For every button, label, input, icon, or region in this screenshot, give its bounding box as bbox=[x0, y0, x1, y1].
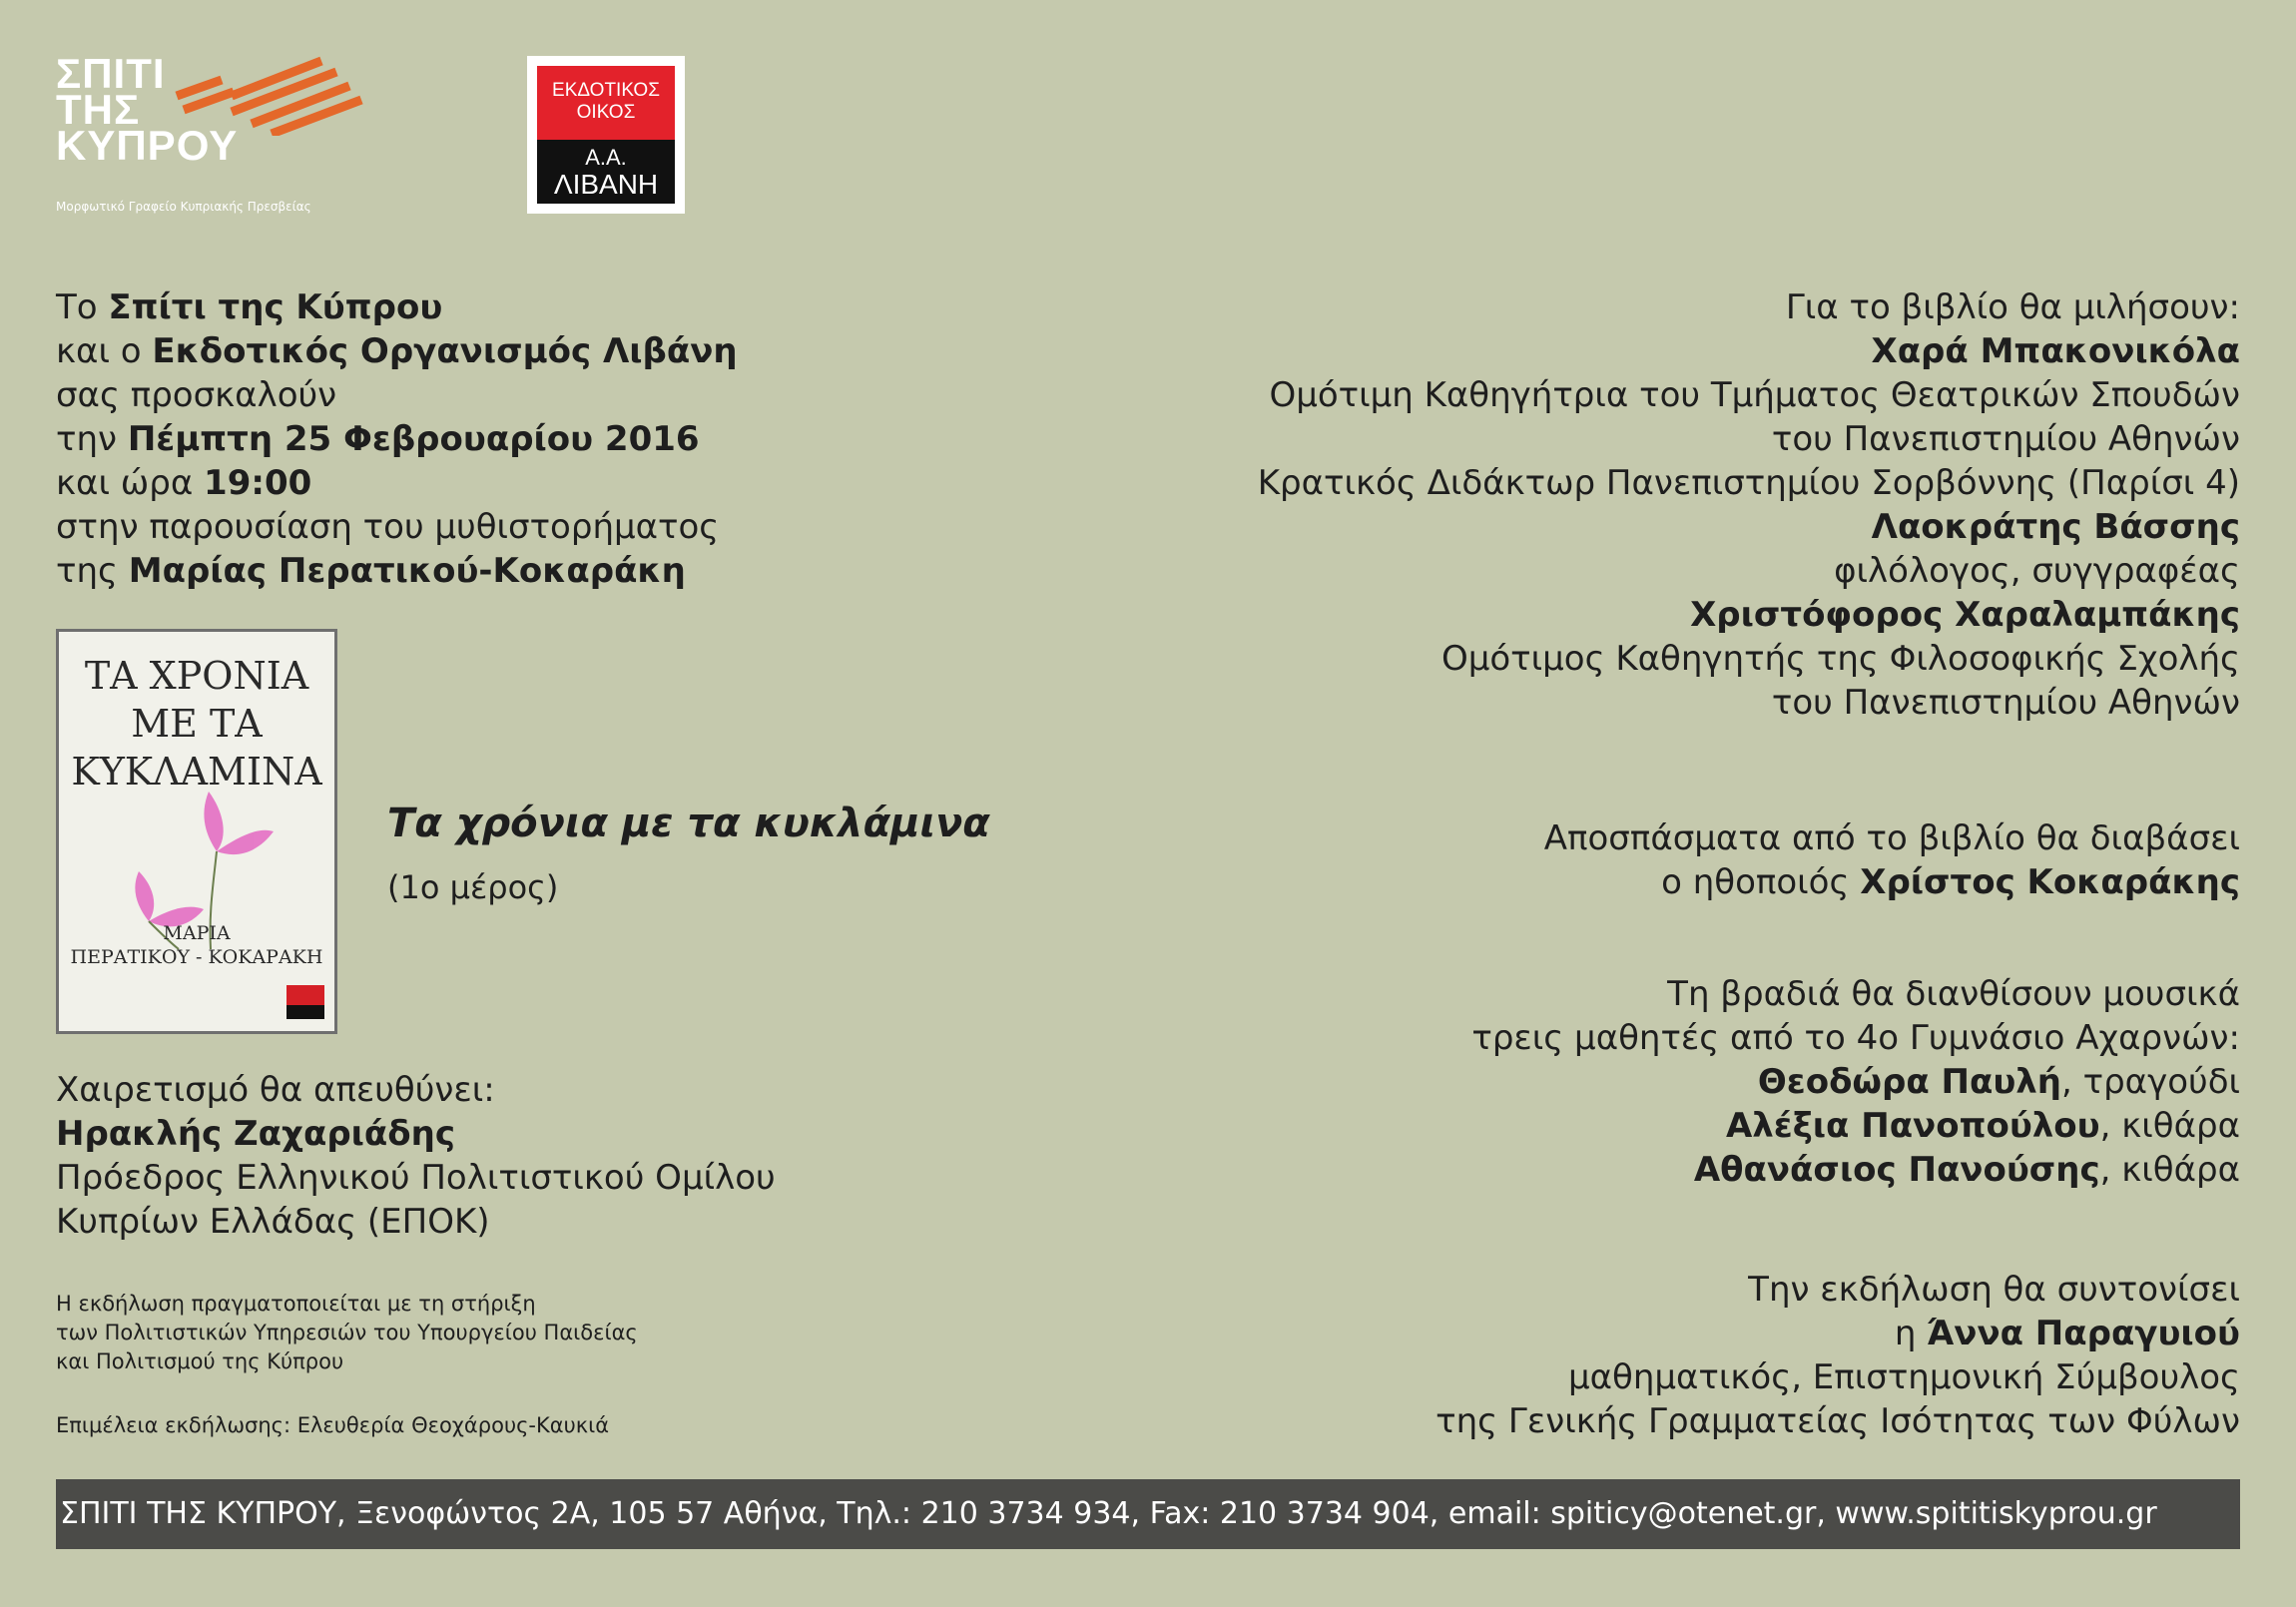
logo-stripes-icon bbox=[172, 56, 381, 136]
speaker-3-name: Χριστόφορος Χαραλαμπάκης bbox=[1690, 595, 2240, 635]
coordinator-role-2: της Γενικής Γραμματείας Ισότητας των Φύλων bbox=[1435, 1401, 2240, 1441]
livani-publisher-logo bbox=[527, 56, 685, 214]
greeting-role-2: Κυπρίων Ελλάδας (ΕΠΟΚ) bbox=[56, 1202, 490, 1242]
music-section bbox=[1471, 972, 2240, 1192]
livani-name: ΛΙΒΑΝΗ bbox=[553, 169, 659, 200]
greeting-intro: Χαιρετισμό θα απευθύνει: bbox=[56, 1070, 495, 1110]
event-time: και ώρα 19:00 bbox=[56, 463, 312, 503]
author-line: της Μαρίας Περατικού-Κοκαράκη bbox=[56, 551, 686, 591]
readings-line-1: Αποσπάσματα από το βιβλίο θα διαβάσει bbox=[1543, 818, 2240, 858]
cover-publisher-logo bbox=[287, 985, 324, 1019]
greeting-role-1: Πρόεδρος Ελληνικού Πολιτιστικού Ομίλου bbox=[56, 1158, 776, 1198]
livani-initials: Α.Α. bbox=[585, 145, 627, 170]
music-line-1: Τη βραδιά θα διανθίσουν μουσικά bbox=[1667, 974, 2240, 1014]
speaker-1-role-2: του Πανεπιστημίου Αθηνών bbox=[1771, 419, 2240, 459]
readings-line-2: ο ηθοποιός Χρίστος Κοκαράκης bbox=[1661, 862, 2240, 902]
speaker-3-role-1: Ομότιμος Καθηγητής της Φιλοσοφικής Σχολής bbox=[1440, 639, 2240, 679]
music-line-2: τρεις μαθητές από το 4ο Γυμνάσιο Αχαρνών: bbox=[1471, 1018, 2240, 1058]
livani-logo-top bbox=[537, 66, 675, 140]
greeting-section bbox=[56, 1068, 776, 1244]
speaker-1-name: Χαρά Μπακονικόλα bbox=[1871, 331, 2240, 371]
intro-line-3: σας προσκαλούν bbox=[56, 375, 337, 415]
logo-word-3: ΚΥΠΡΟΥ bbox=[56, 122, 239, 169]
cover-title: ΤΑ ΧΡΟΝΙΑ ΜΕ ΤΑ ΚΥΚΛΑΜΙΝΑ bbox=[71, 654, 322, 794]
speaker-2-name: Λαοκράτης Βάσσης bbox=[1871, 507, 2240, 547]
book-cover-image bbox=[56, 629, 337, 1034]
coordinator-section bbox=[1435, 1268, 2240, 1443]
coordinator-name: η Άννα Παραγυιού bbox=[1894, 1314, 2240, 1353]
event-date: την Πέμπτη 25 Φεβρουαρίου 2016 bbox=[56, 419, 700, 459]
coordinator-role-1: μαθηματικός, Επιστημονική Σύμβουλος bbox=[1567, 1357, 2240, 1397]
performer-2: Αλέξια Πανοπούλου, κιθάρα bbox=[1725, 1106, 2240, 1146]
greeting-name: Ηρακλής Ζαχαριάδης bbox=[56, 1114, 455, 1154]
logo-word-2: ΤΗΣ bbox=[56, 86, 141, 133]
performer-3: Αθανάσιος Πανούσης, κιθάρα bbox=[1693, 1150, 2240, 1190]
readings-section bbox=[1544, 816, 2240, 904]
coordinator-line-1: Την εκδήλωση θα συντονίσει bbox=[1748, 1270, 2240, 1310]
curation-note: Επιμέλεια εκδήλωσης: Ελευθερία Θεοχάρους-Καυκιά bbox=[56, 1413, 610, 1437]
speaker-1-role-1: Ομότιμη Καθηγήτρια του Τμήματος Θεατρικών Σπουδών bbox=[1269, 375, 2240, 415]
invitation-intro bbox=[56, 285, 738, 593]
speakers-section bbox=[1258, 285, 2240, 725]
performer-1: Θεοδώρα Παυλή, τραγούδι bbox=[1757, 1062, 2240, 1102]
cover-author: ΜΑΡΙΑ ΠΕΡΑΤΙΚΟΥ - ΚΟΚΑΡΑΚΗ bbox=[70, 922, 323, 968]
speakers-intro: Για το βιβλίο θα μιλήσουν: bbox=[1785, 287, 2240, 327]
contact-footer: ΣΠΙΤΙ ΤΗΣ ΚΥΠΡΟΥ, Ξενοφώντος 2Α, 105 57 Αθήνα, Τηλ.: 210 3734 934, Fax: 210 3734 904, email: spiticy@otenet.gr, www.spititiskyprou.gr bbox=[56, 1479, 2240, 1549]
intro-line-6: στην παρουσίαση του μυθιστορήματος bbox=[56, 507, 720, 547]
livani-logo-bottom bbox=[537, 140, 675, 204]
speaker-1-role-3: Κρατικός Διδάκτωρ Πανεπιστημίου Σορβόννης (Παρίσι 4) bbox=[1257, 463, 2240, 503]
logo-tagline: Μορφωτικό Γραφείο Κυπριακής Πρεσβείας bbox=[56, 200, 311, 214]
livani-top-text: ΕΚΔΟΤΙΚΟΣ ΟΙΚΟΣ bbox=[552, 80, 660, 123]
intro-line-2: και ο Εκδοτικός Οργανισμός Λιβάνη bbox=[56, 331, 738, 371]
intro-line-1: Το Σπίτι της Κύπρου bbox=[56, 287, 443, 327]
book-part: (1ο μέρος) bbox=[387, 868, 559, 906]
speaker-3-role-2: του Πανεπιστημίου Αθηνών bbox=[1771, 683, 2240, 723]
book-title: Τα χρόνια με τα κυκλάμινα bbox=[387, 801, 990, 846]
speaker-2-role: φιλόλογος, συγγραφέας bbox=[1834, 551, 2240, 591]
logo-word-1: ΣΠΙΤΙ bbox=[56, 50, 166, 97]
support-note: Η εκδήλωση πραγματοποιείται με τη στήριξη των Πολιτιστικών Υπηρεσιών του Υπουργείου Παιδείας και Πολιτισμού της Κύπρου bbox=[56, 1292, 638, 1373]
